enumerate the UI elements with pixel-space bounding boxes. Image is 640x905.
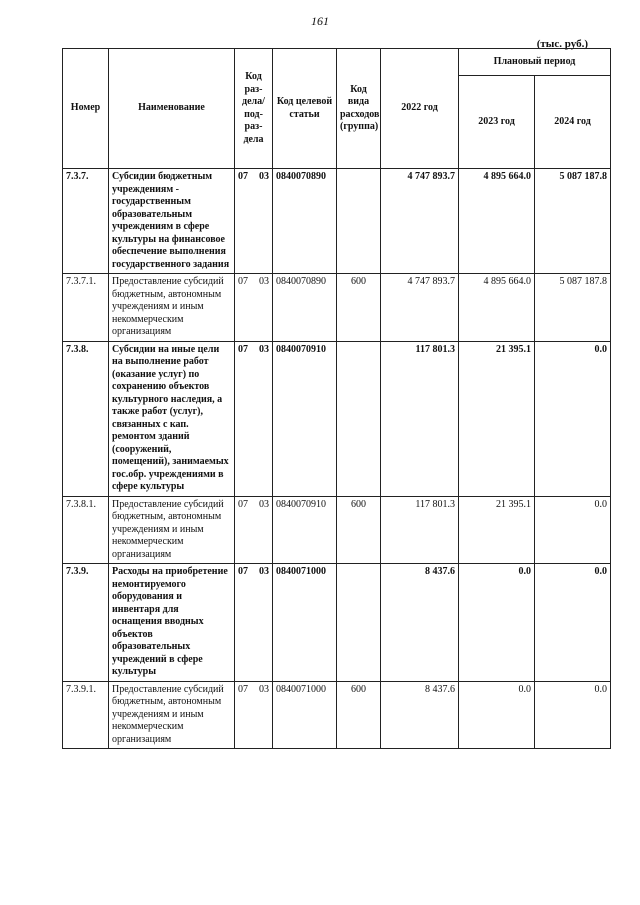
row-name: Расходы на приобретение немонтируемого оборудования и инвентаря для оснащения вводных объектов образовательных учреждений в сфере культуры	[109, 564, 235, 682]
row-podrazdel: 03	[259, 498, 269, 510]
table-body	[63, 169, 611, 749]
row-number: 7.3.8.	[63, 341, 109, 496]
row-section	[235, 341, 273, 496]
row-expense-type: 600	[337, 681, 381, 749]
row-podrazdel: 03	[259, 566, 269, 577]
row-2023: 0.0	[459, 564, 535, 682]
row-number: 7.3.9.	[63, 564, 109, 682]
row-2023: 21 395.1	[459, 496, 535, 564]
row-2024: 5 087 187.8	[535, 274, 611, 342]
row-podrazdel: 03	[259, 343, 269, 355]
table-row	[63, 496, 611, 564]
row-name: Предоставление субсидий бюджетным, автономным учреждениям и иным некоммерческим организациям	[109, 681, 235, 749]
header-name: Наименование	[109, 49, 235, 169]
row-2024: 0.0	[535, 564, 611, 682]
units-label: (тыс. руб.)	[536, 38, 588, 50]
row-podrazdel: 03	[259, 276, 269, 287]
row-target: 0840070890	[273, 274, 337, 342]
row-2022: 4 747 893.7	[381, 169, 459, 274]
row-2024: 0.0	[535, 681, 611, 749]
row-2023: 4 895 664.0	[459, 169, 535, 274]
header-target: Код целевой статьи	[273, 49, 337, 169]
row-2022: 8 437.6	[381, 681, 459, 749]
row-number: 7.3.8.1.	[63, 496, 109, 564]
row-2022: 117 801.3	[381, 341, 459, 496]
header-number: Номер	[63, 49, 109, 169]
row-2024: 0.0	[535, 341, 611, 496]
header-year-2023: 2023 год	[459, 76, 535, 169]
row-razdel: 07	[238, 343, 248, 355]
row-podrazdel: 03	[259, 171, 269, 182]
header-year-2024: 2024 год	[535, 76, 611, 169]
row-number: 7.3.7.1.	[63, 274, 109, 342]
row-section	[235, 169, 273, 274]
row-2024: 5 087 187.8	[535, 169, 611, 274]
row-2022: 8 437.6	[381, 564, 459, 682]
table-row	[63, 169, 611, 274]
table-row	[63, 564, 611, 682]
table-row	[63, 341, 611, 496]
row-section	[235, 564, 273, 682]
page-number: 161	[311, 14, 329, 28]
row-razdel: 07	[238, 566, 248, 577]
header-planned-period: Плановый период	[459, 49, 611, 76]
table-row	[63, 274, 611, 342]
row-number: 7.3.7.	[63, 169, 109, 274]
table-row	[63, 681, 611, 749]
row-podrazdel: 03	[259, 683, 269, 695]
row-expense-type	[337, 564, 381, 682]
row-name: Субсидии на иные цели на выполнение работ (оказание услуг) по сохранению объектов культурного наследия, а также работ (услуг), связанных с кап. ремонтом зданий (сооружений, помещений), занимаемых гос.обр. учреждениями в сфере культуры	[109, 341, 235, 496]
row-target: 0840070910	[273, 496, 337, 564]
row-razdel: 07	[238, 498, 248, 510]
row-2022: 117 801.3	[381, 496, 459, 564]
row-expense-type: 600	[337, 274, 381, 342]
row-name: Предоставление субсидий бюджетным, автономным учреждениям и иным некоммерческим организациям	[109, 274, 235, 342]
budget-table	[62, 48, 611, 749]
header-year-2022: 2022 год	[381, 49, 459, 169]
header-expense-type: Код вида расходов (группа)	[337, 49, 381, 169]
row-razdel: 07	[238, 276, 248, 287]
row-target: 0840070910	[273, 341, 337, 496]
row-name: Субсидии бюджетным учреждениям - государственным образовательным учреждениям в сфере культуры на финансовое обеспечение выполнения государственного задания	[109, 169, 235, 274]
row-razdel: 07	[238, 171, 248, 182]
row-target: 0840070890	[273, 169, 337, 274]
row-2023: 4 895 664.0	[459, 274, 535, 342]
row-target: 0840071000	[273, 681, 337, 749]
row-2023: 21 395.1	[459, 341, 535, 496]
row-name: Предоставление субсидий бюджетным, автономным учреждениям и иным некоммерческим организациям	[109, 496, 235, 564]
row-expense-type	[337, 341, 381, 496]
row-section	[235, 681, 273, 749]
row-2022: 4 747 893.7	[381, 274, 459, 342]
row-section	[235, 496, 273, 564]
row-target: 0840071000	[273, 564, 337, 682]
row-expense-type: 600	[337, 496, 381, 564]
row-section	[235, 274, 273, 342]
row-number: 7.3.9.1.	[63, 681, 109, 749]
header-section: Код раз- дела/ под- раз- дела	[235, 49, 273, 169]
row-2023: 0.0	[459, 681, 535, 749]
row-expense-type	[337, 169, 381, 274]
row-2024: 0.0	[535, 496, 611, 564]
row-razdel: 07	[238, 683, 248, 695]
